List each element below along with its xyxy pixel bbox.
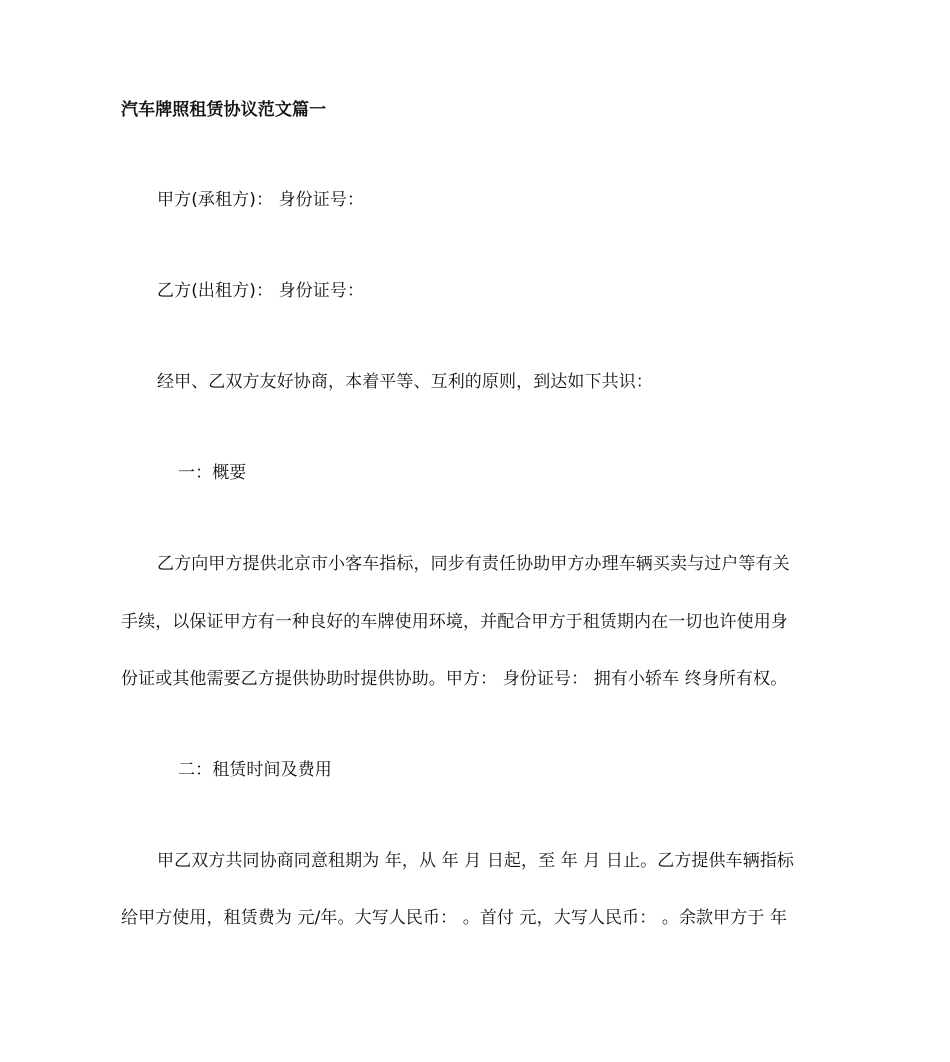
document-title: 汽车牌照租赁协议范文篇一 bbox=[121, 100, 327, 120]
section-2-heading: 二：租赁时间及费用 bbox=[178, 760, 332, 780]
section-1-paragraph-line-1: 乙方向甲方提供北京市小客车指标，同步有责任协助甲方办理车辆买卖与过户等有关 bbox=[157, 554, 790, 574]
section-2-paragraph-line-1: 甲乙双方共同协商同意租期为 年，从 年 月 日起，至 年 月 日止。乙方提供车辆指标 bbox=[157, 851, 795, 871]
intro-paragraph: 经甲、乙双方友好协商，本着平等、互利的原则，到达如下共识： bbox=[157, 372, 653, 392]
section-1-paragraph-line-3: 份证或其他需要乙方提供协助时提供协助。甲方： 身份证号： 拥有小轿车 终身所有权。 bbox=[121, 669, 788, 689]
party-a-line: 甲方(承租方)： 身份证号： bbox=[157, 190, 365, 210]
party-b-line: 乙方(出租方)： 身份证号： bbox=[157, 281, 365, 301]
section-2-paragraph-line-2: 给甲方使用，租赁费为 元/年。大写人民币： 。首付 元，大写人民币： 。余款甲方于 年 bbox=[121, 908, 788, 928]
section-1-heading: 一：概要 bbox=[178, 463, 247, 483]
section-1-paragraph-line-2: 手续，以保证甲方有一种良好的车牌使用环境，并配合甲方于租赁期内在一切也许使用身 bbox=[121, 612, 788, 632]
